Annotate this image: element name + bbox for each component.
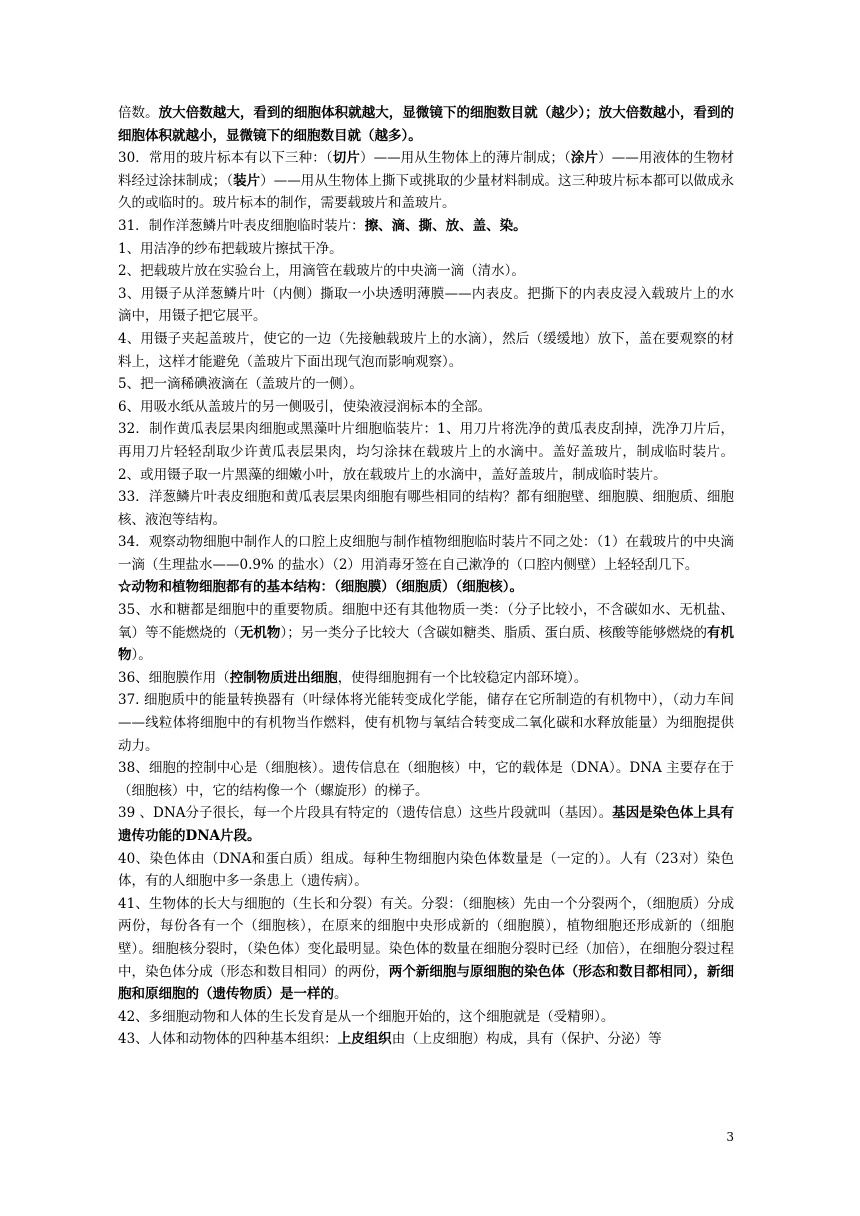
page-number: 3 xyxy=(726,1130,734,1144)
text-run: 由（上皮细胞）构成，具有（保护、分泌）等 xyxy=(391,1031,662,1048)
paragraph xyxy=(118,238,734,261)
paragraph xyxy=(118,802,734,847)
paragraph xyxy=(118,667,734,690)
paragraph xyxy=(118,102,734,147)
paragraph xyxy=(118,576,734,599)
bold-text: 无机物 xyxy=(239,624,281,641)
text-run: 42、多细胞动物和人体的生长发育是从一个细胞开始的，这个细胞就是（受精卵）。 xyxy=(118,1008,615,1025)
text-run: 3、用镊子从洋葱鳞片叶（内侧）撕取一小块透明薄膜——内表皮。把撕下的内表皮浸入载玻片上的水滴中，用镊子把它展平。 xyxy=(118,285,734,325)
text-run: ）；另一类分子比较大（含碳如糖类、脂质、蛋白质、核酸等能够燃烧的 xyxy=(280,624,707,641)
text-run: 39 、DNA分子很长，每一个片段具有特定的（遗传信息）这些片段就叫（基因）。 xyxy=(118,805,613,822)
bold-text: 涂片 xyxy=(570,150,599,167)
paragraph xyxy=(118,893,734,1006)
bold-text: 擦、滴、撕、放、盖、染。 xyxy=(364,217,527,234)
paragraph xyxy=(118,373,734,396)
text-run: 32．制作黄瓜表层果肉细胞或黑藻叶片细胞临装片：1、用刀片将洗净的黄瓜表皮刮掉，洗净刀片后，再用刀片轻轻刮取少许黄瓜表层果肉，均匀涂抹在载玻片上的水滴中。盖好盖玻片，制成临时装片。2、或用镊子取一片黑藻的细嫩小叶，放在载玻片上的水滴中，盖好盖玻片，制成临时装片。 xyxy=(118,421,734,483)
text-run: 31．制作洋葱鳞片叶表皮细胞临时装片： xyxy=(118,217,365,234)
paragraph xyxy=(118,418,734,486)
bold-text: 上皮组织 xyxy=(337,1031,392,1048)
paragraph xyxy=(118,689,734,757)
paragraph xyxy=(118,599,734,667)
text-run: ）——用从生物体上的薄片制成；（ xyxy=(359,150,571,167)
text-run: ）——用从生物体上撕下或挑取的少量材料制成。这三种玻片标本都可以做成永久的或临时的。玻片标本的制作，需要载玻片和盖玻片。 xyxy=(118,172,735,212)
bold-text: 有机物 xyxy=(118,624,735,664)
text-run: ，使得细胞拥有一个比较稳定内部环境）。 xyxy=(337,669,588,686)
text-run: 4、用镊子夹起盖玻片，使它的一边（先接触载玻片上的水滴），然后（缓缓地）放下，盖在要观察的材料上，这样才能避免（盖玻片下面出现气泡而影响观察）。 xyxy=(118,330,734,370)
text-run: 2、把载玻片放在实验台上，用滴管在载玻片的中央滴一滴（清水）。 xyxy=(118,263,525,280)
paragraph xyxy=(118,260,734,283)
paragraph xyxy=(118,215,734,238)
paragraph xyxy=(118,396,734,419)
text-run: 倍数。 xyxy=(118,105,159,121)
text-run: 37. 细胞质中的能量转换器有（叶绿体将光能转变成化学能，储存在它所制造的有机物中），（动力车间——线粒体将细胞中的有机物当作燃料，使有机物与氧结合转变成二氧化碳和水释放能量）为细胞提供动力。 xyxy=(118,692,734,754)
text-run: 5、把一滴稀碘液滴在（盖玻片的一侧）。 xyxy=(118,376,363,393)
paragraph xyxy=(118,147,734,215)
document-body xyxy=(118,102,734,1051)
text-run: 6、用吸水纸从盖玻片的另一侧吸引，使染液浸润标本的全部。 xyxy=(118,398,492,415)
bold-text: 控制物质进出细胞 xyxy=(229,669,338,686)
paragraph xyxy=(118,486,734,531)
text-run: ）——用液体的生物材料经过涂抹制成；（ xyxy=(118,150,735,189)
text-run: 34．观察动物细胞中制作人的口腔上皮细胞与制作植物细胞临时装片不同之处：（1）在载玻片的中央滴一滴（生理盐水——0.9% 的盐水）（2）用消毒牙签在自己漱净的（口腔内侧壁）上轻轻刮几下。 xyxy=(118,534,734,573)
paragraph xyxy=(118,531,734,576)
paragraph xyxy=(118,757,734,802)
paragraph xyxy=(118,848,734,893)
text-run: ）。 xyxy=(131,647,152,664)
text-run: 。 xyxy=(334,986,348,1003)
text-run: 36、细胞膜作用（ xyxy=(118,669,230,686)
text-run: 43、人体和动物体的四种基本组织： xyxy=(118,1031,338,1048)
text-run: 40、染色体由（DNA和蛋白质）组成。每种生物细胞内染色体数量是（一定的）。人有（23对）染色体，有的人细胞中多一条患上（遗传病）。 xyxy=(118,850,734,890)
text-run: 1、用洁净的纱布把载玻片擦拭干净。 xyxy=(118,240,343,257)
bold-text: 切片 xyxy=(332,150,360,167)
paragraph xyxy=(118,1028,734,1051)
paragraph xyxy=(118,1006,734,1029)
text-run: 41、生物体的长大与细胞的（生长和分裂）有关。分裂：（细胞核）先由一个分裂两个，（细胞质）分成两份，每份各有一个（细胞核），在原来的细胞中央形成新的（细胞膜），植物细胞还形成新的（细胞壁）。细胞核分裂时，（染色体）变化最明显。染色体的数量在细胞分裂时已经（加倍），在细胞分裂过程中，染色体分成（形态和数目相同）的两份， xyxy=(118,895,734,980)
paragraph xyxy=(118,328,734,373)
bold-text: 装片 xyxy=(233,172,261,189)
text-run: 30．常用的玻片标本有以下三种：（ xyxy=(118,150,333,167)
text-run: 33．洋葱鳞片叶表皮细胞和黄瓜表层果肉细胞有哪些相同的结构？都有细胞壁、细胞膜、细胞质、细胞核、液泡等结构。 xyxy=(118,489,734,528)
bold-text: 放大倍数越大，看到的细胞体积就越大，显微镜下的细胞数目就（越少）；放大倍数越小，看到的细胞体积就越小，显微镜下的细胞数目就（越多）。 xyxy=(118,105,735,144)
paragraph xyxy=(118,283,734,328)
bold-text: 两个新细胞与原细胞的染色体（形态和数目都相同），新细胞和原细胞的（遗传物质）是一样的 xyxy=(118,963,735,1003)
bold-text: 基因是染色体上具有遗传功能的DNA片段。 xyxy=(118,805,735,844)
bold-text: ☆动物和植物细胞都有的基本结构：（细胞膜）（细胞质）（细胞核）。 xyxy=(118,579,523,596)
text-run: 38、细胞的控制中心是（细胞核）。遗传信息在（细胞核）中，它的载体是（DNA）。DNA 主要存在于（细胞核）中，它的结构像一个（螺旋形）的梯子。 xyxy=(118,760,734,799)
text-run: 35、水和糖都是细胞中的重要物质。细胞中还有其他物质一类：（分子比较小，不含碳如水、无机盐、氧）等不能燃烧的（ xyxy=(118,602,734,641)
